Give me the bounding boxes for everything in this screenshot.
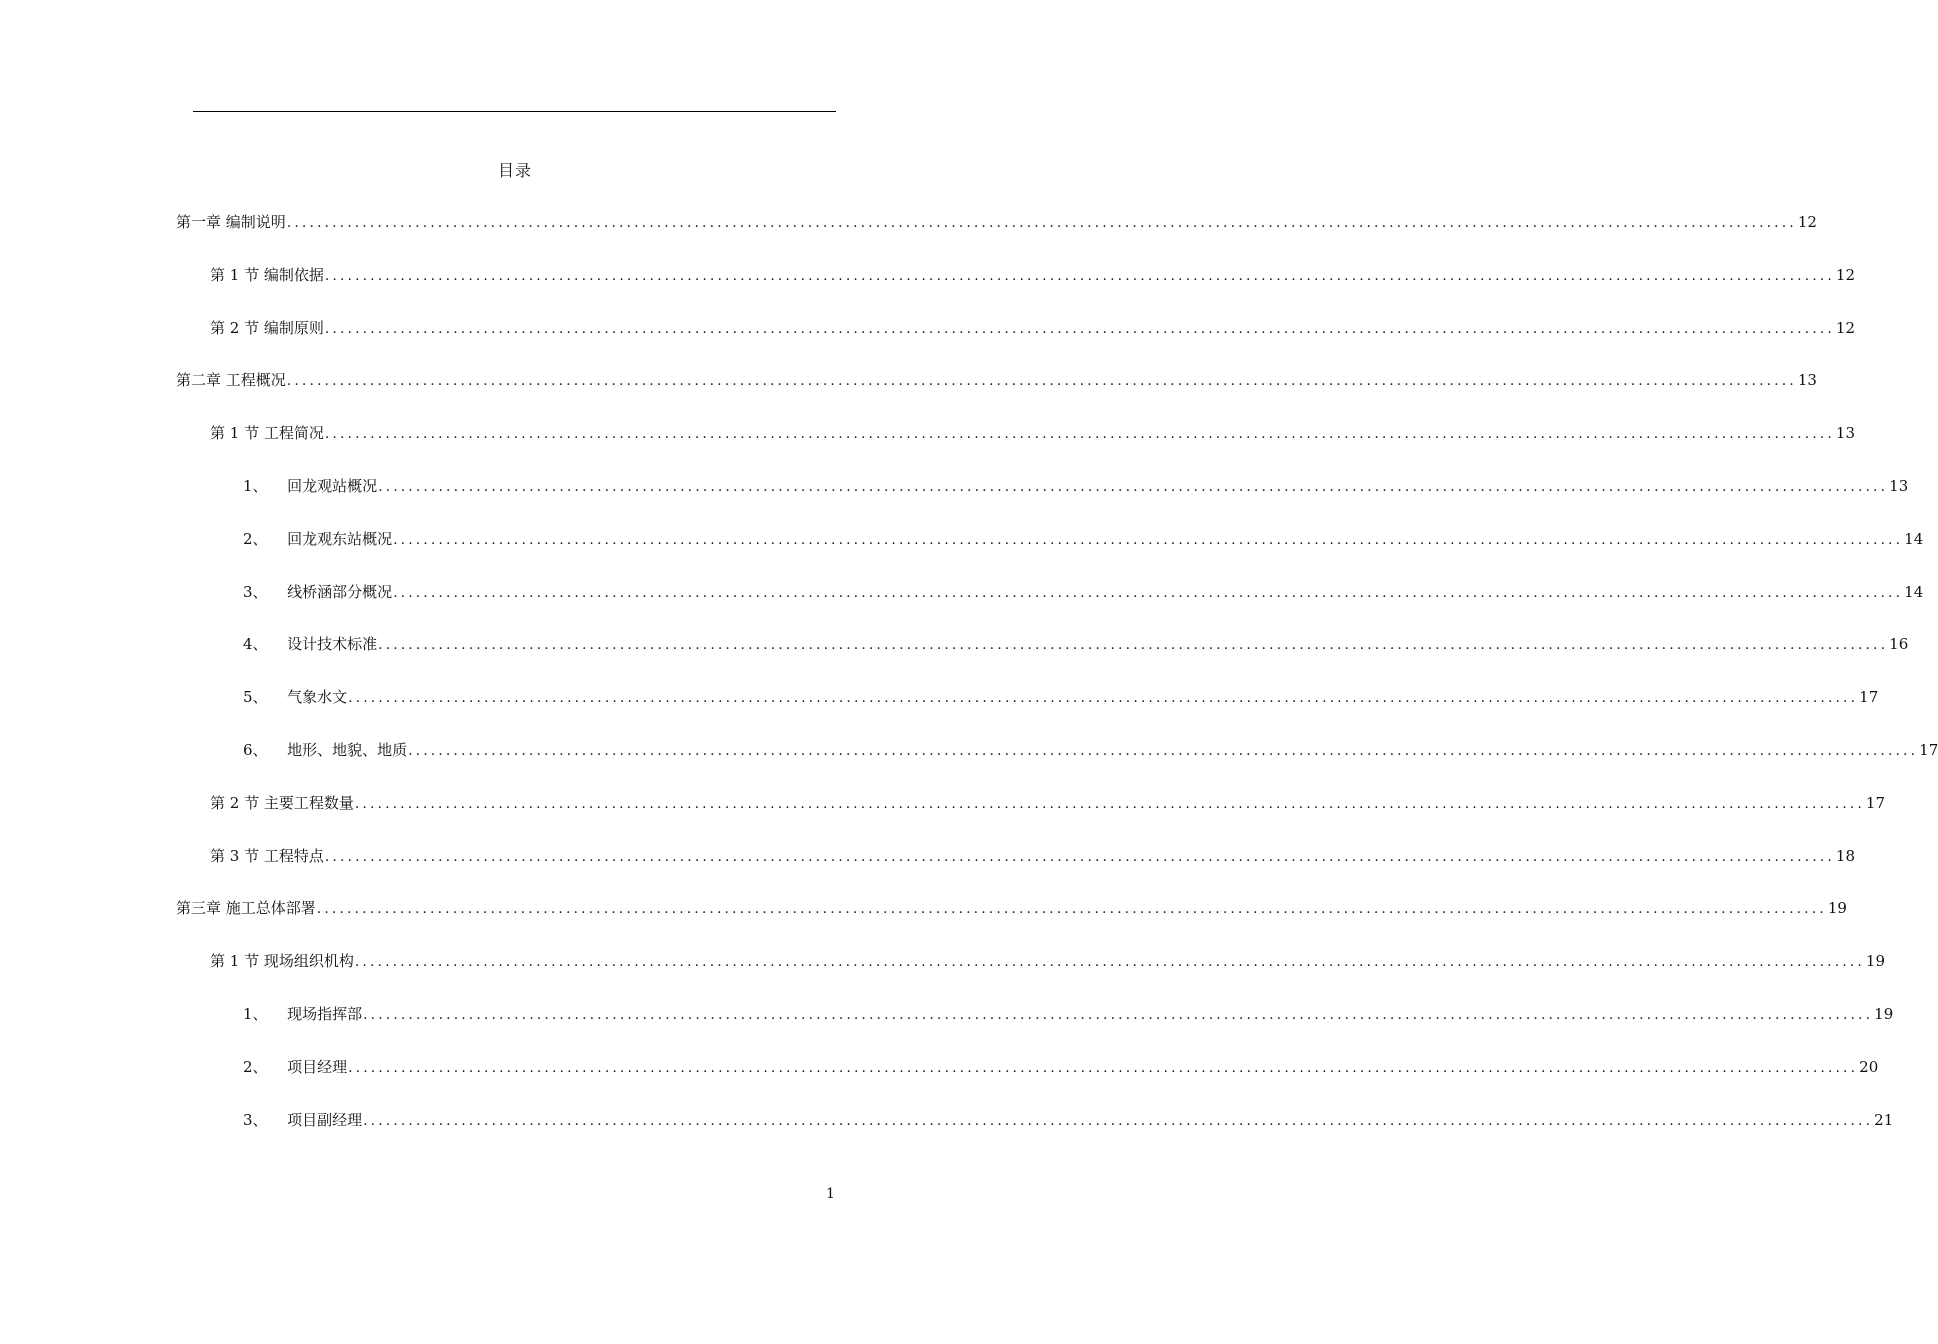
- toc-entry[interactable]: [210, 846, 1856, 866]
- toc-entry-number: 3、: [243, 1110, 278, 1129]
- toc-entry-label: 项目经理: [287, 1057, 348, 1076]
- toc-dot-leader: ........................................................................................................................................................................................................: [354, 954, 1865, 971]
- toc-entry-page: 13: [1797, 371, 1817, 390]
- toc-entry-page: 12: [1797, 213, 1817, 231]
- toc-entry[interactable]: [243, 529, 1924, 549]
- toc-entry[interactable]: [243, 1004, 1894, 1024]
- toc-entry-page: 14: [1904, 582, 1924, 601]
- toc-entry-number: 5、: [243, 688, 278, 707]
- toc-entry[interactable]: [176, 898, 1847, 918]
- toc-entry-number: 第 1 节: [210, 952, 264, 971]
- toc-dot-leader: ........................................................................................................................................................................................................: [324, 426, 1835, 443]
- toc-entry[interactable]: [243, 1057, 1879, 1077]
- toc-entry-label: 设计技术标准: [287, 635, 378, 654]
- toc-entry-page: 16: [1889, 635, 1909, 654]
- toc-entry-number: 第 2 节: [210, 793, 264, 812]
- toc-entry[interactable]: [210, 951, 1886, 971]
- toc-entry[interactable]: [243, 582, 1924, 602]
- toc-entry-label: 主要工程数量: [263, 793, 354, 812]
- toc-dot-leader: ........................................................................................................................................................................................................: [324, 267, 1835, 284]
- toc-entry[interactable]: [210, 793, 1886, 813]
- toc-dot-leader: ........................................................................................................................................................................................................: [286, 373, 1797, 390]
- toc-entry-page: 13: [1835, 424, 1856, 443]
- toc-entry-page: 18: [1835, 846, 1856, 865]
- toc-dot-leader: ........................................................................................................................................................................................................: [348, 690, 1859, 707]
- toc-entry-page: 12: [1835, 265, 1856, 284]
- toc-entry-label: 编制依据: [263, 265, 324, 284]
- toc-entry-number: 4、: [243, 635, 278, 654]
- toc-entry-label: 回龙观东站概况: [287, 529, 393, 548]
- toc-entry-page: 21: [1874, 1110, 1894, 1129]
- toc-dot-leader: ........................................................................................................................................................................................................: [408, 743, 1919, 759]
- toc-entry-page: 19: [1865, 952, 1886, 971]
- toc-entry-label: 编制原则: [263, 318, 324, 337]
- toc-entry-page: 14: [1904, 529, 1924, 548]
- toc-entry-number: 第 3 节: [210, 846, 264, 865]
- toc-dot-leader: ........................................................................................................................................................................................................: [378, 637, 1889, 654]
- toc-entry[interactable]: [176, 212, 1817, 232]
- toc-entry-number: 1、: [243, 1005, 278, 1023]
- toc-entry-number: 2、: [243, 529, 278, 548]
- toc-entry[interactable]: [243, 687, 1879, 707]
- toc-entry-number: 第 1 节: [210, 424, 264, 443]
- toc-entry-number: 第一章: [176, 213, 226, 231]
- toc-entry-label: 现场组织机构: [263, 952, 354, 971]
- toc-entry-page: 17: [1919, 741, 1938, 759]
- toc-dot-leader: ........................................................................................................................................................................................................: [354, 795, 1865, 812]
- toc-entry-label: 工程概况: [225, 371, 286, 390]
- toc-entry[interactable]: [210, 265, 1856, 285]
- toc-entry-label: 地形、地貌、地质: [287, 741, 408, 759]
- toc-entry-page: 19: [1874, 1005, 1894, 1023]
- toc-entry[interactable]: [243, 476, 1909, 496]
- toc-dot-leader: ........................................................................................................................................................................................................: [324, 320, 1835, 337]
- toc-entry-number: 第三章: [176, 899, 226, 918]
- toc-entry-page: 17: [1859, 688, 1879, 707]
- toc-dot-leader: ........................................................................................................................................................................................................: [393, 531, 1904, 548]
- toc-entry-page: 20: [1859, 1057, 1879, 1076]
- toc-entry-label: 项目副经理: [287, 1110, 363, 1129]
- toc-entry-number: 第二章: [176, 371, 226, 390]
- toc-entry[interactable]: [243, 1110, 1894, 1130]
- toc-dot-leader: ........................................................................................................................................................................................................: [316, 901, 1827, 918]
- toc-entry-number: 6、: [243, 741, 278, 759]
- toc-entry[interactable]: [210, 318, 1856, 338]
- page-number: 1: [826, 1186, 835, 1202]
- toc-entry-number: 第 1 节: [210, 265, 264, 284]
- toc-dot-leader: ........................................................................................................................................................................................................: [324, 848, 1835, 865]
- toc-entry[interactable]: [243, 634, 1909, 654]
- toc-entry-label: 施工总体部署: [225, 899, 316, 918]
- toc-entry-number: 第 2 节: [210, 318, 264, 337]
- toc-entry-number: 2、: [243, 1057, 278, 1076]
- toc-entry-number: 3、: [243, 582, 278, 601]
- toc-entry-label: 回龙观站概况: [287, 477, 378, 495]
- toc-dot-leader: ........................................................................................................................................................................................................: [393, 584, 1904, 601]
- toc-title: 目录: [497, 161, 532, 180]
- toc-entry-page: 19: [1827, 899, 1847, 918]
- toc-entry-label: 工程简况: [263, 424, 324, 443]
- toc-dot-leader: ........................................................................................................................................................................................................: [348, 1059, 1859, 1076]
- toc-entry[interactable]: [210, 423, 1856, 443]
- toc-dot-leader: ........................................................................................................................................................................................................: [363, 1007, 1874, 1023]
- toc-entry-page: 13: [1889, 477, 1909, 495]
- toc-entry[interactable]: [176, 370, 1817, 390]
- toc-dot-leader: ........................................................................................................................................................................................................: [363, 1112, 1874, 1129]
- toc-entry-label: 现场指挥部: [287, 1005, 363, 1023]
- toc-entry-label: 气象水文: [287, 688, 348, 707]
- toc-dot-leader: ........................................................................................................................................................................................................: [286, 215, 1797, 231]
- toc-entry[interactable]: [243, 740, 1938, 760]
- toc-dot-leader: ........................................................................................................................................................................................................: [378, 479, 1889, 495]
- toc-entry-label: 工程特点: [263, 846, 324, 865]
- toc-entry-label: 编制说明: [225, 213, 286, 231]
- toc-entry-number: 1、: [243, 477, 278, 495]
- toc-entry-page: 12: [1835, 318, 1856, 337]
- toc-entry-page: 17: [1865, 793, 1886, 812]
- toc-entry-label: 线桥涵部分概况: [287, 582, 393, 601]
